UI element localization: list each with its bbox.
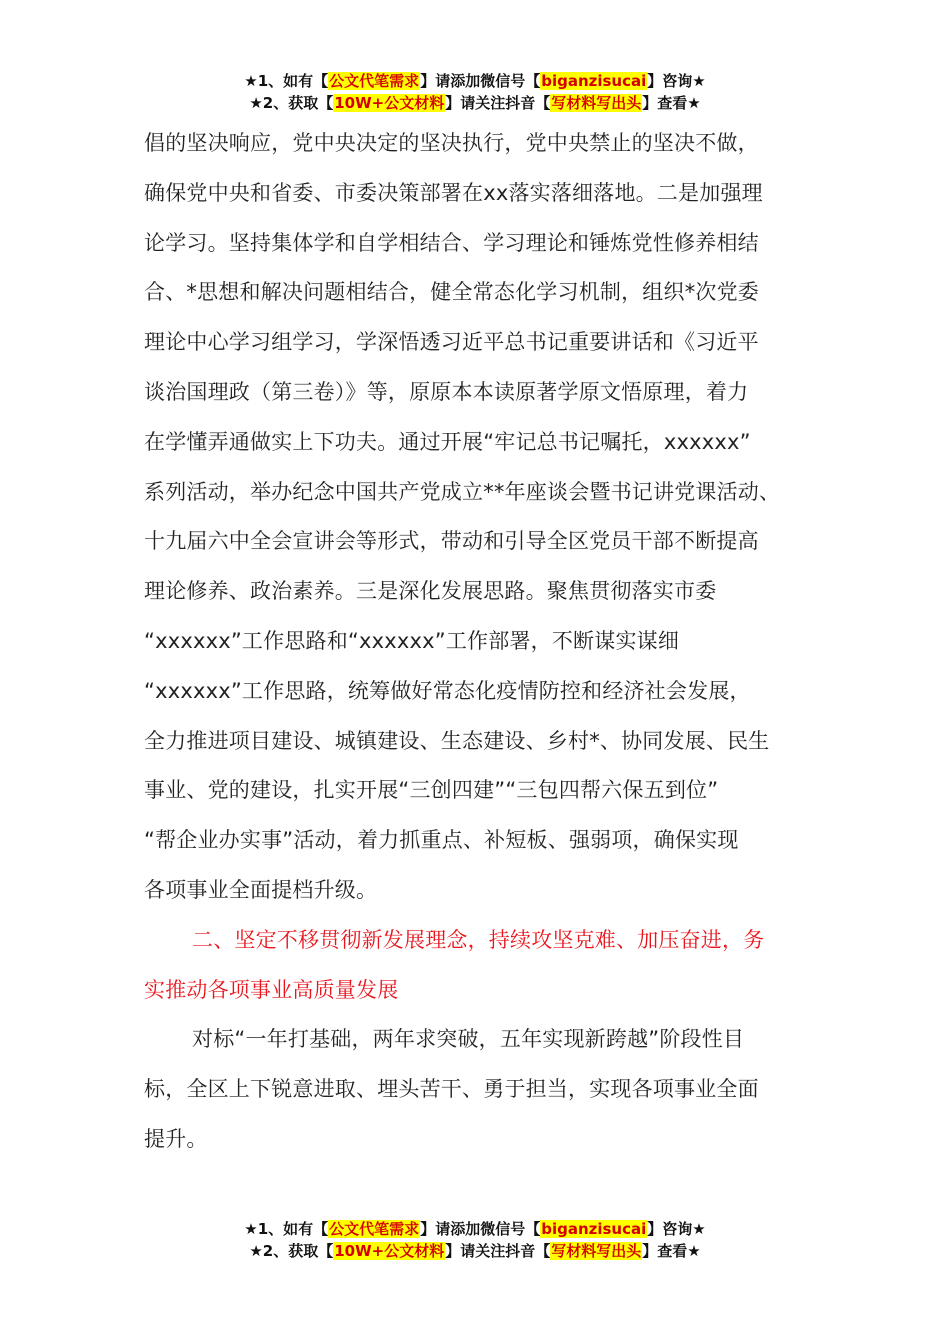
highlight-materials: 10W+公文材料 <box>334 94 445 112</box>
promo-line-2: ★2、获取【10W+公文材料】请关注抖音【写材料写出头】查看★ <box>249 94 701 112</box>
section-heading: 二、坚定不移贯彻新发展理念，持续攻坚克难、加压奋进，务 <box>192 927 765 952</box>
body-line: 理论修养、政治素养。三是深化发展思路。聚焦贯彻落实市委 <box>144 579 717 604</box>
body-line: 十九届六中全会宣讲会等形式，带动和引导全区党员干部不断提高 <box>144 529 759 554</box>
section-heading: 实推动各项事业高质量发展 <box>144 977 399 1002</box>
body-line: 提升。 <box>144 1126 208 1151</box>
body-line: 系列活动，举办纪念中国共产党成立**年座谈会暨书记讲党课活动、 <box>144 479 781 504</box>
body-line: 事业、党的建设，扎实开展“三创四建”“三包四帮六保五到位” <box>144 778 719 803</box>
body-line: 全力推进项目建设、城镇建设、生态建设、乡村*、协同发展、民生 <box>144 728 770 753</box>
body-line: 合、*思想和解决问题相结合，健全常态化学习机制，组织*次党委 <box>144 280 759 305</box>
promo-line-1: ★1、如有【公文代笔需求】请添加微信号【biganzisucai】咨询★ <box>244 72 706 90</box>
highlight-service: 公文代笔需求 <box>329 1220 420 1238</box>
body-line: 对标“一年打基础，两年求突破，五年实现新跨越”阶段性目 <box>192 1027 745 1052</box>
header-promo-banner <box>0 70 950 114</box>
promo-line-2: ★2、获取【10W+公文材料】请关注抖音【写材料写出头】查看★ <box>249 1242 701 1260</box>
highlight-wechat-id: biganzisucai <box>541 1220 647 1238</box>
footer-promo-banner <box>0 1218 950 1262</box>
body-line: “xxxxxx”工作思路，统筹做好常态化疫情防控和经济社会发展， <box>144 678 751 703</box>
body-line: 标，全区上下锐意进取、埋头苦干、勇于担当，实现各项事业全面 <box>144 1077 759 1102</box>
body-line: “帮企业办实事”活动，着力抓重点、补短板、强弱项，确保实现 <box>144 828 739 853</box>
body-line: 确保党中央和省委、市委决策部署在xx落实落细落地。二是加强理 <box>144 180 763 205</box>
body-line: 各项事业全面提档升级。 <box>144 877 378 902</box>
highlight-douyin: 写材料写出头 <box>551 1242 642 1260</box>
body-line: 理论中心学习组学习，学深悟透习近平总书记重要讲话和《习近平 <box>144 330 759 355</box>
body-line: 论学习。坚持集体学和自学相结合、学习理论和锤炼党性修养相结 <box>144 230 759 255</box>
promo-line-1: ★1、如有【公文代笔需求】请添加微信号【biganzisucai】咨询★ <box>244 1220 706 1238</box>
highlight-wechat-id: biganzisucai <box>541 72 647 90</box>
body-line: “xxxxxx”工作思路和“xxxxxx”工作部署，不断谋实谋细 <box>144 628 680 653</box>
highlight-materials: 10W+公文材料 <box>334 1242 445 1260</box>
highlight-douyin: 写材料写出头 <box>551 94 642 112</box>
document-body <box>144 119 809 1165</box>
body-line: 倡的坚决响应，党中央决定的坚决执行，党中央禁止的坚决不做， <box>144 131 759 155</box>
body-line: 在学懂弄通做实上下功夫。通过开展“牢记总书记嘱托，xxxxxx” <box>144 429 751 454</box>
highlight-service: 公文代笔需求 <box>329 72 420 90</box>
body-line: 谈治国理政（第三卷）》等，原原本本读原著学原文悟原理，着力 <box>144 379 749 404</box>
